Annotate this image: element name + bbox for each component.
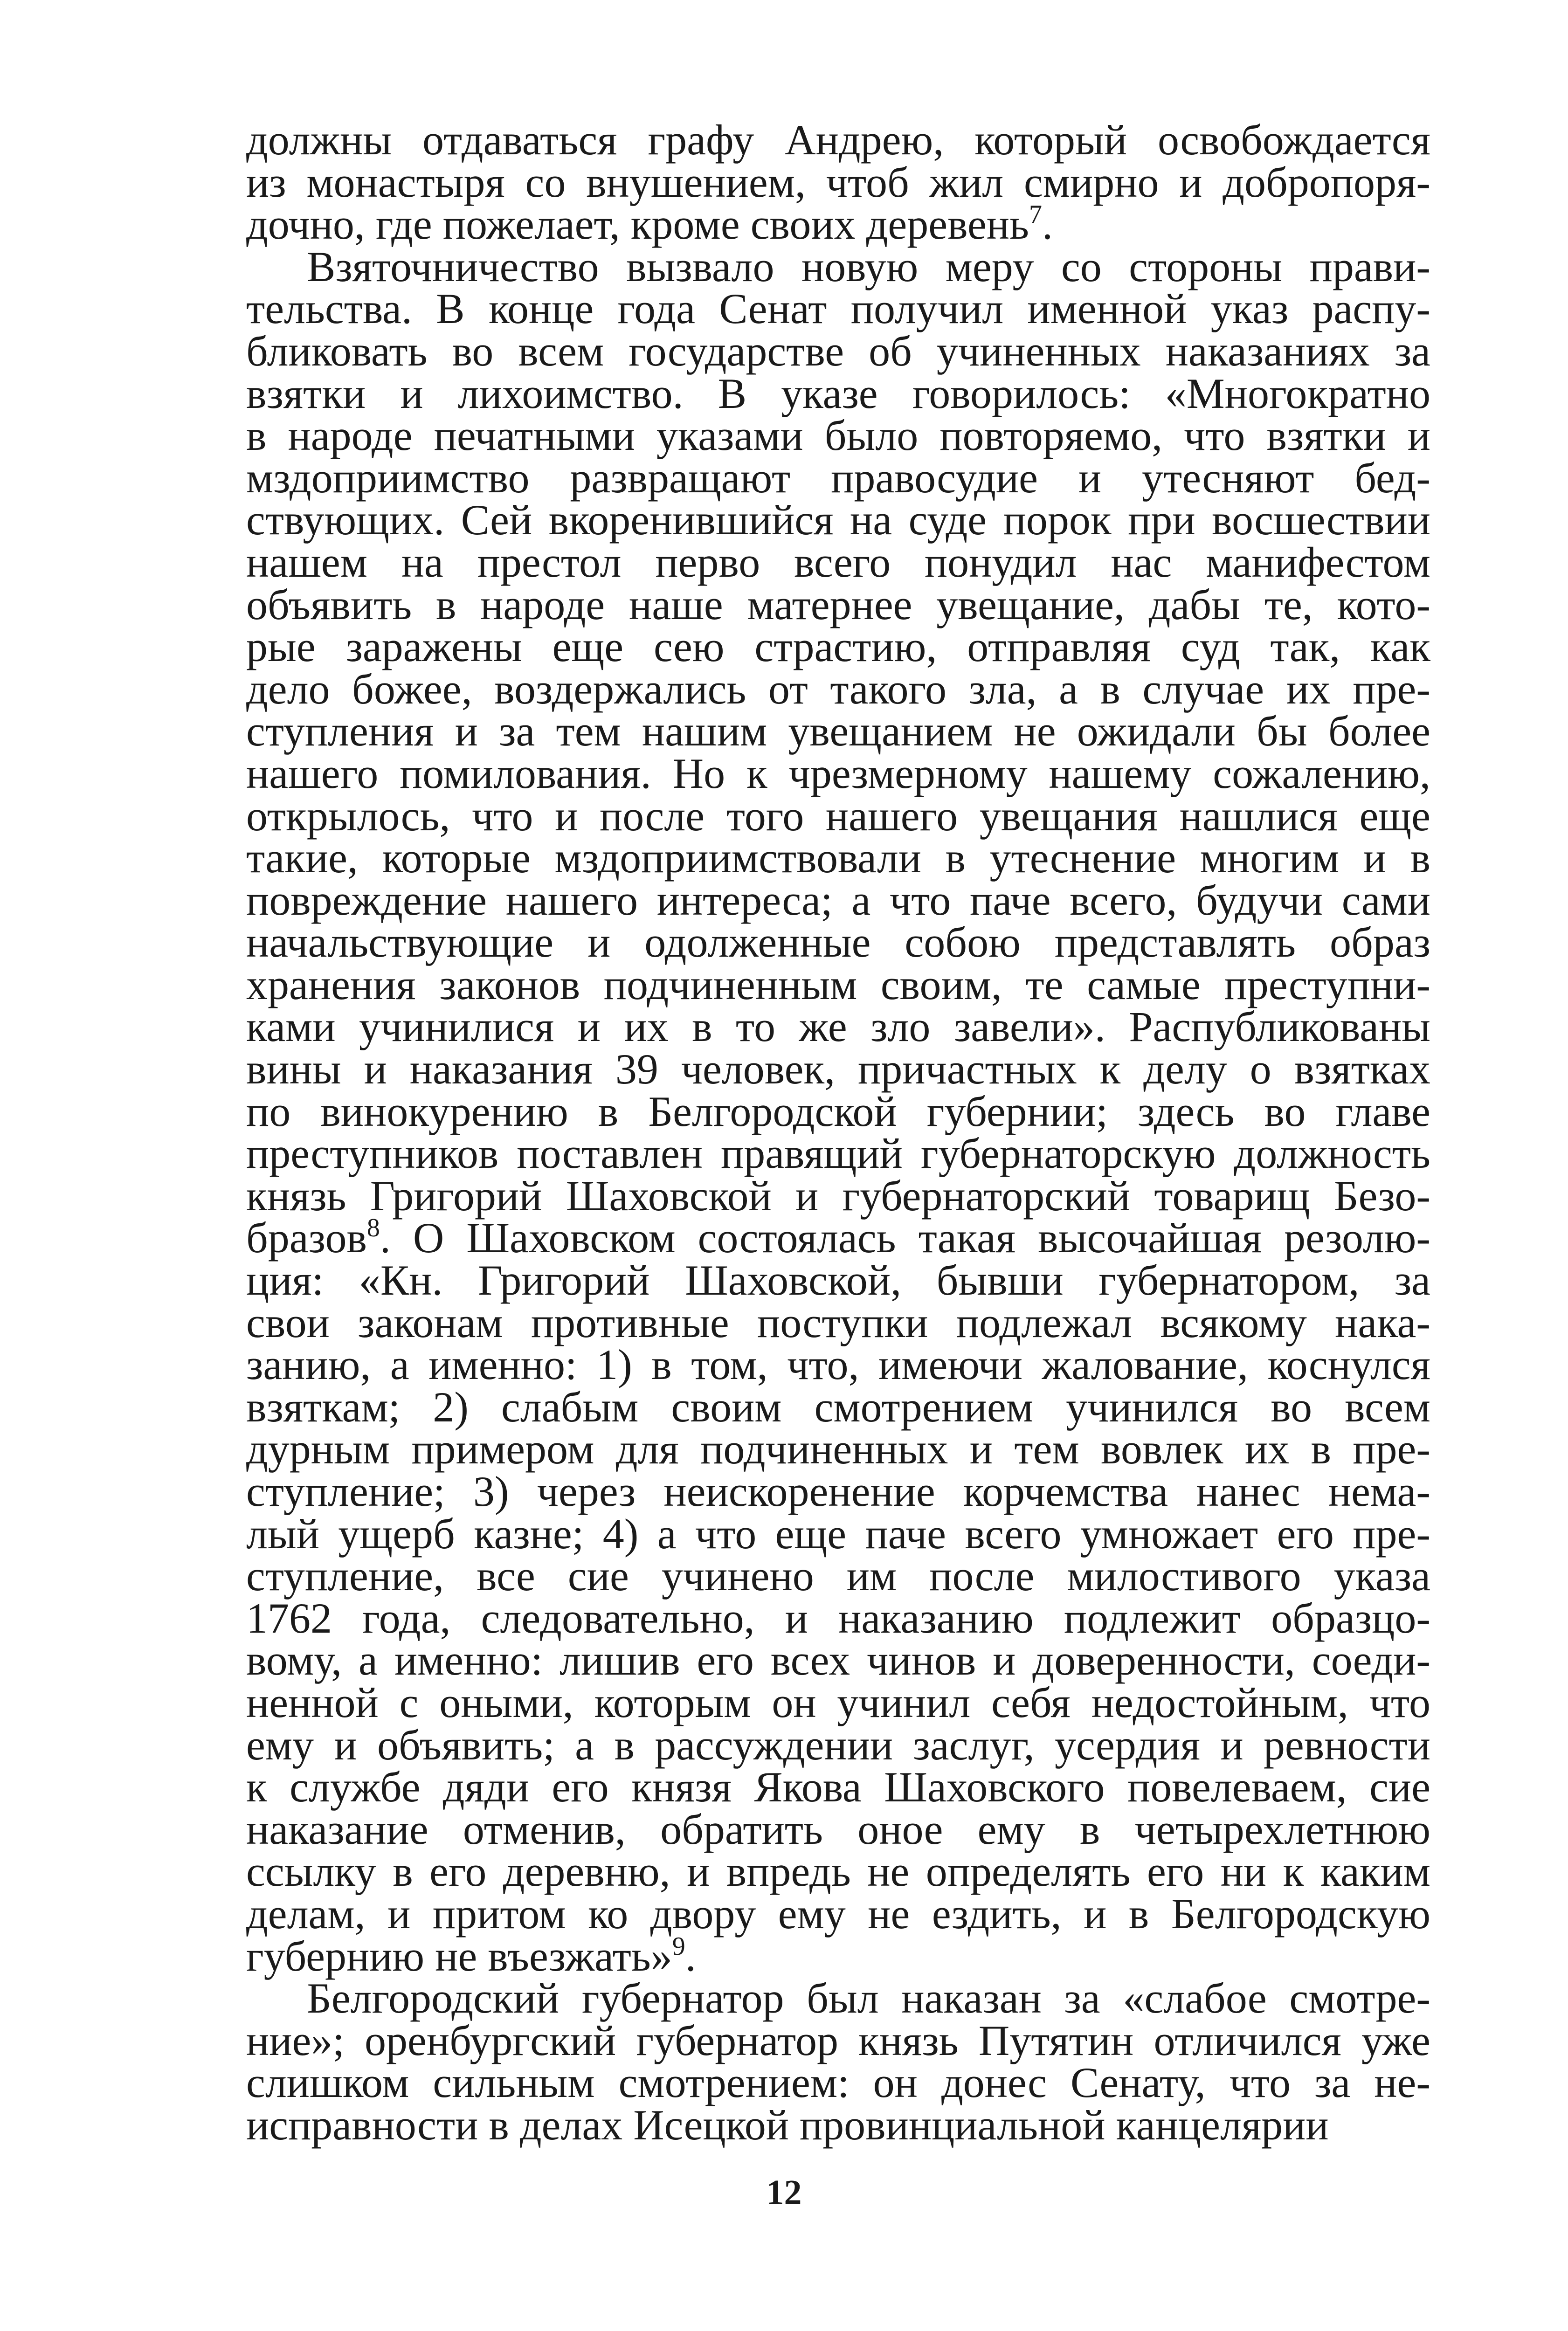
text-line-content: взяткам; 2) слабым своим смотрением учинился во всем (246, 1383, 1430, 1431)
text-line-content: должны отдаваться графу Андрею, который освобождается (246, 116, 1430, 164)
text-line (246, 1974, 1430, 2022)
text-line (246, 1341, 1430, 1389)
text-line (246, 1594, 1430, 1642)
text-line (246, 2059, 1430, 2107)
text-line (246, 792, 1430, 840)
text-line (246, 200, 1430, 248)
text-line (246, 1848, 1430, 1896)
text-line-content: бликовать во всем государстве об учиненных наказаниях за (246, 327, 1430, 375)
text-line-content: слишком сильным смотрением: он донес Сенату, что за не- (246, 2059, 1430, 2107)
text-line-tail: . О Шаховском состоялась такая высочайшая резолю- (380, 1214, 1430, 1262)
text-line (246, 1470, 1430, 1513)
text-line-content: ция: «Кн. Григорий Шаховской, бывши губернатором, за (246, 1256, 1430, 1304)
text-line-content: к службе дяди его князя Якова Шаховского повелеваем, сие (246, 1763, 1430, 1811)
text-line-content: свои законам противные поступки подлежал всякому нака- (246, 1298, 1430, 1346)
text-line-content: преступников поставлен правящий губернаторскую должность (246, 1130, 1430, 1178)
text-line-content: рые заражены еще сею страстию, отправляя суд так, как (246, 623, 1430, 671)
text-line-content: дурным примером для подчиненных и тем вовлек их в пре- (246, 1425, 1430, 1473)
text-line-content: лый ущерб казне; 4) а что еще паче всего умножает его пре- (246, 1510, 1430, 1558)
text-line (246, 1298, 1430, 1346)
text-line-content: такие, которые мздоприимствовали в утеснение многим и в (246, 834, 1430, 882)
text-line-content: взятки и лихоимство. В указе говорилось: «Многократно (246, 369, 1430, 417)
text-line-content: ступление, все сие учинено им после милостивого указа (246, 1552, 1430, 1600)
text-line-content: дело божее, воздержались от такого зла, а в случае их пре- (246, 665, 1430, 713)
text-line-content: ступления и за тем нашим увещанием не ожидали бы более (246, 707, 1430, 755)
text-line (246, 2101, 1430, 2149)
text-line-content: ссылку в его деревню, и впредь не определять его ни к каким (246, 1848, 1430, 1896)
text-line-content: князь Григорий Шаховской и губернаторский товарищ Безо- (246, 1172, 1430, 1220)
text-line-content: из монастыря со внушением, чтоб жил смирно и добропоря- (246, 158, 1430, 206)
text-line (246, 834, 1430, 882)
text-line (246, 1383, 1430, 1431)
text-line (246, 1087, 1430, 1135)
text-line-content: в народе печатными указами было повторяемо, что взятки и (246, 412, 1430, 460)
text-line (246, 116, 1430, 164)
text-line-content: Белгородский губернатор был наказан за «слабое смотре- (307, 1974, 1430, 2022)
text-line-content: ему и объявить; а в рассуждении заслуг, усердия и ревности (246, 1721, 1430, 1769)
text-line-content: делам, и притом ко двору ему не ездить, и в Белгородскую (246, 1890, 1430, 1938)
text-line-content: вины и наказания 39 человек, причастных к делу о взятках (246, 1045, 1430, 1093)
text-line-content: мздоприимство развращают правосудие и утесняют бед- (246, 454, 1430, 502)
text-line-content: бразов (246, 1214, 367, 1262)
text-line (246, 749, 1430, 797)
page-number: 12 (766, 2173, 802, 2212)
footnote-marker: 8 (366, 1214, 380, 1243)
text-line (246, 707, 1430, 755)
text-line (246, 1636, 1430, 1684)
text-line (246, 1003, 1430, 1051)
footnote-marker: 7 (1029, 200, 1042, 229)
text-line-content: исправности в делах Исецкой провинциальной канцелярии (246, 2101, 1329, 2149)
text-line (246, 2016, 1430, 2064)
text-line (246, 1931, 1430, 1980)
text-line (246, 1425, 1430, 1473)
text-line (246, 623, 1430, 671)
footnote-marker: 9 (672, 1931, 685, 1961)
text-line (246, 242, 1430, 290)
text-line (246, 369, 1430, 417)
text-line-content: наказание отменив, обратить оное ему в четырехлетнюю (246, 1805, 1430, 1853)
text-line (246, 454, 1430, 502)
text-line (246, 158, 1430, 206)
text-line-content: ками учинилися и их в то же зло завели». Распубликованы (246, 1003, 1430, 1051)
text-line-content: нашего помилования. Но к чрезмерному нашему сожалению, (246, 749, 1430, 797)
text-line-content: занию, а именно: 1) в том, что, имеючи жалование, коснулся (246, 1341, 1430, 1389)
text-line-content: нашем на престол перво всего понудил нас манифестом (246, 538, 1430, 586)
text-line-content: Взяточничество вызвало новую меру со стороны прави- (307, 242, 1430, 290)
text-line (246, 665, 1430, 713)
text-line (246, 1510, 1430, 1558)
text-line (246, 412, 1430, 460)
text-line (246, 918, 1430, 966)
text-line (246, 327, 1430, 375)
text-line-tail: . (685, 1932, 696, 1980)
text-line (246, 1721, 1430, 1769)
text-line (246, 285, 1430, 333)
text-line-content: объявить в народе наше матернее увещание, дабы те, кото- (246, 580, 1430, 628)
text-line-content: начальствующие и одолженные собою представлять образ (246, 918, 1430, 966)
text-line (246, 1130, 1430, 1178)
text-line-content: хранения законов подчиненным своим, те самые преступни- (246, 960, 1430, 1008)
text-line (246, 960, 1430, 1008)
text-line-content: по винокурению в Белгородской губернии; здесь во главе (246, 1087, 1430, 1135)
text-line-content: ствующих. Сей вкоренившийся на суде порок при восшествии (246, 496, 1430, 544)
text-line-tail: . (1042, 200, 1053, 248)
text-line-content: тельства. В конце года Сенат получил именной указ распу- (246, 285, 1430, 333)
text-line-content: повреждение нашего интереса; а что паче всего, будучи сами (246, 876, 1430, 924)
text-line-content: губернию не въезжать» (246, 1932, 672, 1980)
text-line-content: ступление; 3) через неискоренение корчемства нанес нема- (246, 1468, 1430, 1515)
text-line (246, 1045, 1430, 1093)
text-line (246, 496, 1430, 544)
text-line (246, 1214, 1430, 1262)
text-line-content: открылось, что и после того нашего увещания нашлися еще (246, 792, 1430, 840)
text-line (246, 1552, 1430, 1600)
text-line-content: 1762 года, следовательно, и наказанию подлежит образцо- (246, 1594, 1430, 1642)
text-line (246, 1890, 1430, 1938)
text-line-content: ние»; оренбургский губернатор князь Путятин отличился уже (246, 2016, 1430, 2064)
text-line (246, 580, 1430, 628)
text-line (246, 1256, 1430, 1304)
text-line (246, 1172, 1430, 1220)
text-line-content: дочно, где пожелает, кроме своих деревень (246, 200, 1029, 248)
text-line (246, 1805, 1430, 1853)
body-text (246, 116, 1430, 2149)
text-line (246, 1763, 1430, 1811)
text-line (246, 876, 1430, 924)
text-line (246, 538, 1430, 586)
text-line (246, 1678, 1430, 1726)
text-line-content: ненной с оными, которым он учинил себя недостойным, что (246, 1678, 1430, 1726)
text-line-content: вому, а именно: лишив его всех чинов и доверенности, соеди- (246, 1636, 1430, 1684)
